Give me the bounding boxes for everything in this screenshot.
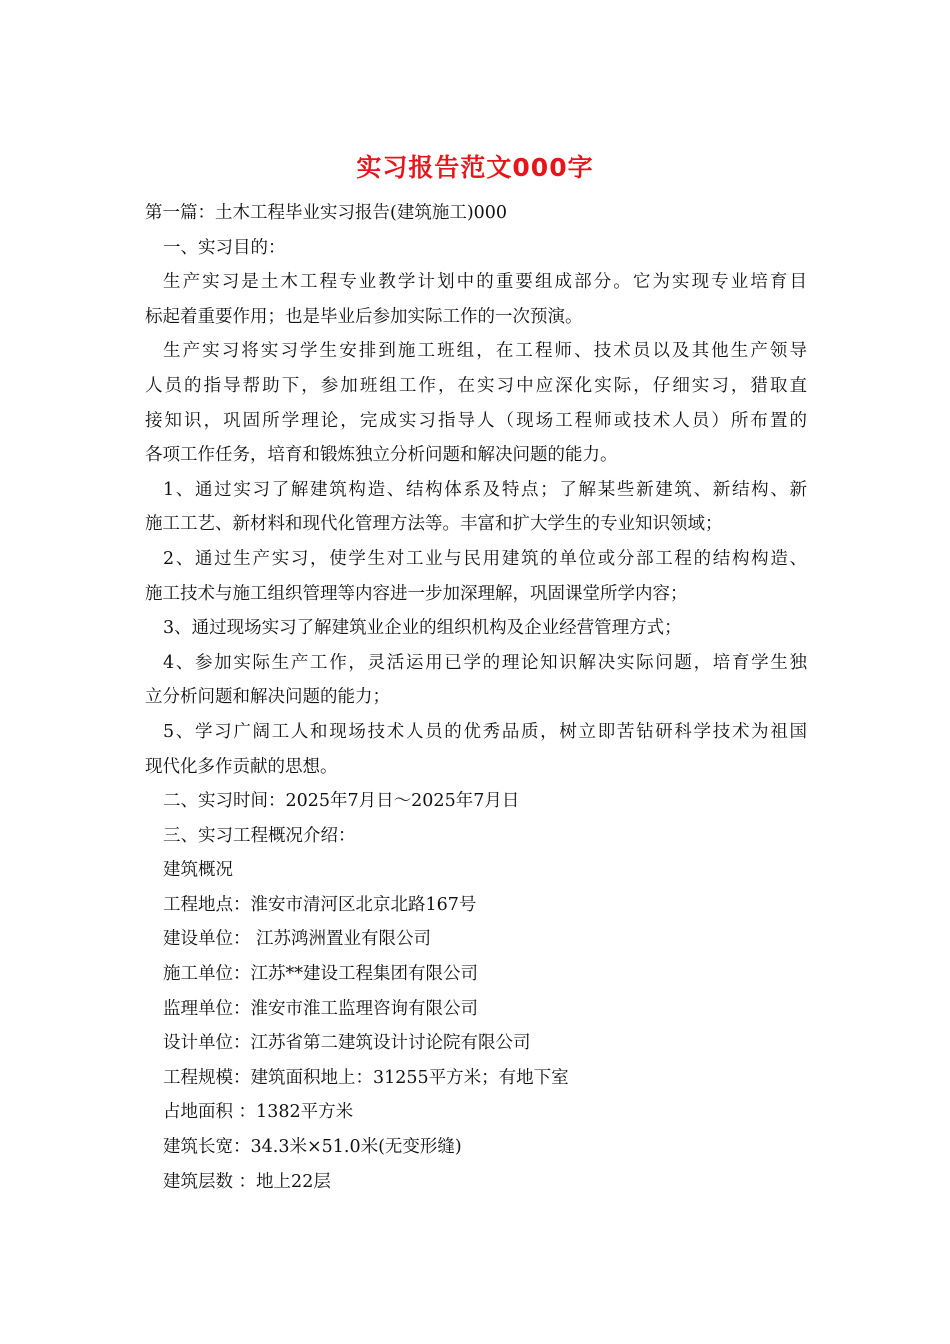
text-line: 建筑层数 ：地上22层	[163, 1171, 331, 1192]
text-line: 生产实习是土木工程专业教学计划中的重要组成部分。它为实现专业培育目	[163, 272, 807, 293]
text-line: 立分析问题和解决问题的能力；	[145, 687, 390, 708]
text-line: 施工单位：江苏**建设工程集团有限公司	[163, 964, 478, 985]
text-line: 5、学习广阔工人和现场技术人员的优秀品质，树立即苦钻研科学技术为祖国	[163, 721, 807, 742]
text-line: 人员的指导帮助下，参加班组工作，在实习中应深化实际，仔细实习，猎取直	[145, 375, 807, 396]
text-line: 工程规模：建筑面积地上：31255平方米；有地下室	[163, 1067, 569, 1088]
text-line: 一、实习目的：	[163, 237, 286, 258]
text-line: 建筑概况	[163, 860, 233, 881]
text-line: 第一篇：土木工程毕业实习报告(建筑施工)000	[145, 203, 508, 223]
text-line: 生产实习将实习学生安排到施工班组，在工程师、技术员以及其他生产领导	[163, 341, 807, 362]
text-line: 施工技术与施工组织管理等内容进一步加深理解，巩固课堂所学内容；	[145, 583, 688, 604]
text-line: 建设单位： 江苏鸿洲置业有限公司	[163, 929, 432, 950]
text-line: 工程地点：淮安市清河区北京北路167号	[163, 894, 477, 915]
text-line: 3、通过现场实习了解建筑业企业的组织机构及企业经营管理方式；	[163, 618, 682, 639]
text-line: 现代化多作贡献的思想。	[145, 756, 338, 777]
text-line: 1、通过实习了解建筑构造、结构体系及特点；了解某些新建筑、新结构、新	[163, 479, 807, 500]
text-line: 建筑长宽：34.3米×51.0米(无变形缝)	[163, 1137, 462, 1158]
text-line: 4、参加实际生产工作，灵活运用已学的理论知识解决实际问题，培育学生独	[163, 652, 807, 673]
text-line: 占地面积 ：1382平方米	[163, 1102, 354, 1123]
document-title: 实习报告范文000字	[356, 153, 594, 182]
text-line: 二、实习时间：2025年7月日～2025年7月日	[163, 791, 520, 812]
text-line: 三、实习工程概况介绍：	[163, 825, 356, 846]
text-line: 2、通过生产实习，使学生对工业与民用建筑的单位或分部工程的结构构造、	[163, 548, 807, 569]
text-line: 设计单位：江苏省第二建筑设计讨论院有限公司	[163, 1033, 531, 1054]
document-body	[145, 196, 807, 1199]
text-line: 施工工艺、新材料和现代化管理方法等。丰富和扩大学生的专业知识领域；	[145, 514, 723, 535]
text-line: 接知识，巩固所学理论，完成实习指导人（现场工程师或技术人员）所布置的	[145, 410, 807, 431]
text-line: 监理单位：淮安市淮工监理咨询有限公司	[163, 998, 478, 1019]
text-line: 标起着重要作用；也是毕业后参加实际工作的一次预演。	[145, 306, 583, 327]
text-line: 各项工作任务，培育和锻炼独立分析问题和解决问题的能力。	[145, 445, 618, 466]
